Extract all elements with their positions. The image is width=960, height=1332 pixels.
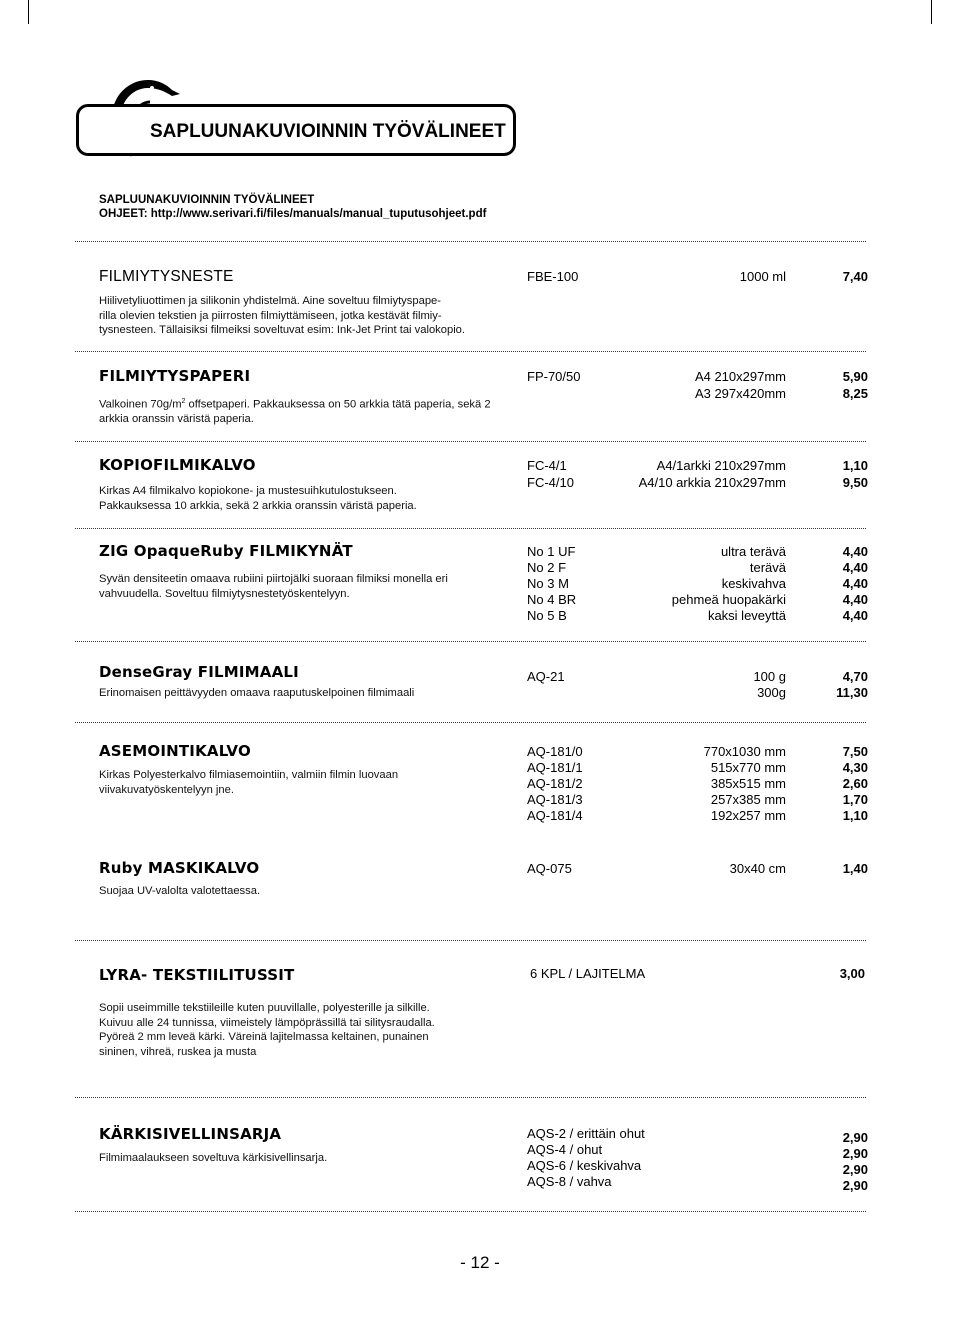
section-title-rubymaskikalvo: Ruby MASKIKALVO: [99, 859, 260, 877]
divider: [75, 1097, 866, 1098]
product-price: 4,40: [842, 608, 868, 623]
product-code: No 1 UF: [527, 544, 576, 559]
product-spec: 1000 ml: [739, 269, 786, 284]
product-code: FC-4/10: [527, 475, 574, 490]
section-description: Erinomaisen peittävyyden omaava raaputuskelpoinen filmimaali: [99, 687, 415, 699]
product-spec: A4/1arkki 210x297mm: [656, 458, 786, 473]
product-price: 7,40: [842, 269, 868, 284]
product-price: 5,90: [842, 369, 868, 384]
product-spec: A4/10 arkkia 210x297mm: [638, 475, 786, 490]
intro-title: SAPLUUNAKUVIOINNIN TYÖVÄLINEET: [99, 194, 315, 206]
instructions-link[interactable]: OHJEET: http://www.serivari.fi/files/manuals/manual_tuputusohjeet.pdf: [99, 208, 487, 220]
product-code: No 5 B: [527, 608, 567, 623]
product-price: 4,40: [842, 560, 868, 575]
section-description: Sopii useimmille tekstiileille kuten puuvillalle, polyesterille ja silkille. Kuivuu alle 24 tunnissa, viimeistely lämpöprässillä tai silitysraudalla. Pyöreä 2 mm leveä kärki. Väreinä lajitelmassa keltainen, punainen sininen, vihreä, ruskea ja musta: [99, 1002, 435, 1058]
product-code: AQ-21: [527, 669, 565, 684]
product-spec: terävä: [749, 560, 786, 575]
product-price: 4,40: [842, 592, 868, 607]
product-code: No 4 BR: [527, 592, 577, 607]
product-code: AQS-6 / keskivahva: [527, 1158, 642, 1173]
product-spec: pehmeä huopakärki: [671, 592, 786, 607]
product-code: AQ-181/4: [527, 808, 583, 823]
section-title-filmiytyspaperi: FILMIYTYSPAPERI: [99, 367, 251, 385]
divider: [75, 1211, 866, 1212]
divider: [75, 241, 866, 242]
product-price: 2,90: [842, 1146, 868, 1161]
section-title-zig: ZIG OpaqueRuby FILMIKYNÄT: [99, 542, 353, 560]
product-code: AQ-075: [527, 861, 572, 876]
section-title-lyra: LYRA- TEKSTIILITUSSIT: [99, 966, 295, 984]
product-spec: 257x385 mm: [710, 792, 786, 807]
product-code: FC-4/1: [527, 458, 567, 473]
product-spec: 300g: [757, 685, 786, 700]
section-title-filmiytysneste: FILMIYTYSNESTE: [99, 268, 234, 285]
page-title: SAPLUUNAKUVIOINNIN TYÖVÄLINEET: [150, 121, 506, 142]
product-price: 2,60: [842, 776, 868, 791]
product-price: 2,90: [842, 1162, 868, 1177]
product-spec: 385x515 mm: [710, 776, 786, 791]
divider: [75, 722, 866, 723]
product-price: 3,00: [839, 966, 865, 981]
divider: [75, 351, 866, 352]
product-spec: A4 210x297mm: [694, 369, 786, 384]
section-description: Hiilivetyliuottimen ja silikonin yhdistelmä. Aine soveltuu filmiytyspape- rilla olevien tekstien ja piirrosten filmiyttämiseen, jotka kestävät filmiy- tysnesteen. Tällaisiksi filmeiksi soveltuvat esim: Ink-Jet Print tai valokopio.: [99, 295, 466, 336]
product-price: 2,90: [842, 1130, 868, 1145]
section-description: Kirkas Polyesterkalvo filmiasemointiin, valmiin filmin luovaan viivakuvatyöskentelyyn jne.: [99, 769, 399, 796]
product-code: FBE-100: [527, 269, 579, 284]
section-description: Valkoinen $70g/m^2$ offsetpaperi. Pakkauksessa on 50 arkkia tätä paperia, sekä 2 arkkia oranssin väristä paperia.: [99, 398, 491, 426]
product-code: AQS-8 / vahva: [527, 1174, 612, 1189]
product-code: 6 KPL / LAJITELMA: [530, 966, 646, 981]
product-price: 11,30: [836, 685, 868, 700]
crop-mark: [931, 0, 932, 24]
product-spec: 515x770 mm: [710, 760, 786, 775]
divider: [75, 441, 866, 442]
product-spec: 192x257 mm: [710, 808, 786, 823]
product-price: 4,70: [842, 669, 868, 684]
product-code: No 3 M: [527, 576, 569, 591]
section-title-densegray: DenseGray FILMIMAALI: [99, 663, 299, 681]
product-price: 1,70: [842, 792, 868, 807]
crop-mark: [28, 0, 29, 24]
divider: [75, 528, 866, 529]
section-title-kopiofilmikalvo: KOPIOFILMIKALVO: [99, 456, 256, 474]
product-code: AQ-181/0: [527, 744, 583, 759]
product-code: No 2 F: [527, 560, 567, 575]
divider: [75, 641, 866, 642]
product-price: 4,30: [842, 760, 868, 775]
product-code: AQ-181/3: [527, 792, 583, 807]
product-price: 8,25: [842, 386, 868, 401]
product-spec: 770x1030 mm: [703, 744, 786, 759]
section-description: Kirkas A4 filmikalvo kopiokone- ja mustesuihkutulostukseen. Pakkauksessa 10 arkkia, sekä 2 arkkia oranssin väristä paperia.: [99, 485, 417, 512]
product-price: 2,90: [842, 1178, 868, 1193]
section-description: Suojaa UV-valolta valotettaessa.: [99, 885, 261, 897]
product-code: AQS-4 / ohut: [527, 1142, 603, 1157]
product-code: AQ-181/2: [527, 776, 583, 791]
product-spec: 30x40 cm: [729, 861, 786, 876]
product-spec: keskivahva: [721, 576, 786, 591]
product-code: FP-70/50: [527, 369, 581, 384]
divider: [75, 940, 866, 941]
product-spec: ultra terävä: [720, 544, 786, 559]
page-number: - 12 -: [460, 1253, 500, 1272]
product-code: AQ-181/1: [527, 760, 583, 775]
section-title-asemointikalvo: ASEMOINTIKALVO: [99, 742, 251, 760]
product-spec: 100 g: [753, 669, 786, 684]
product-price: 4,40: [842, 576, 868, 591]
product-price: 1,40: [842, 861, 868, 876]
product-spec: A3 297x420mm: [694, 386, 786, 401]
product-spec: kaksi leveyttä: [707, 608, 786, 623]
product-price: 7,50: [842, 744, 868, 759]
section-title-karkisivellinsarja: KÄRKISIVELLINSARJA: [99, 1125, 282, 1143]
product-price: 9,50: [842, 475, 868, 490]
product-price: 1,10: [842, 808, 868, 823]
product-price: 4,40: [842, 544, 868, 559]
product-code: AQS-2 / erittäin ohut: [527, 1126, 645, 1141]
product-price: 1,10: [842, 458, 868, 473]
section-description: Filmimaalaukseen soveltuva kärkisivellinsarja.: [99, 1152, 328, 1164]
section-description: Syvän densiteetin omaava rubiini piirtojälki suoraan filmiksi monella eri vahvuudella. Soveltuu filmiytysnestetyöskentelyyn.: [99, 573, 448, 600]
